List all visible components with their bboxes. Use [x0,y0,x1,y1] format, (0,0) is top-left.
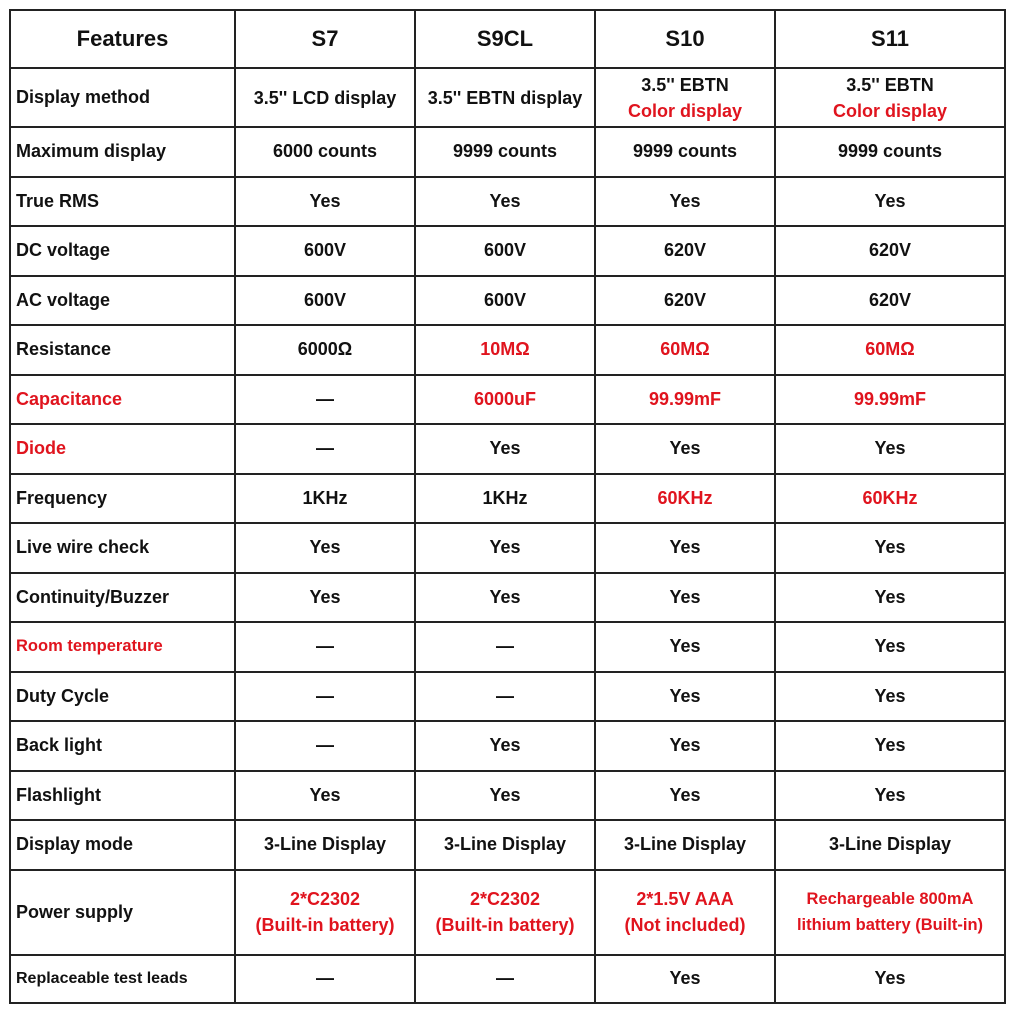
feature-label: Replaceable test leads [10,955,235,1003]
cell-s7: 600V [235,226,415,276]
cell-s7: 2*C2302 (Built-in battery) [235,870,415,955]
cell-s10: Yes [595,721,775,771]
table-row [10,870,1005,955]
feature-label: Flashlight [10,771,235,821]
feature-label: True RMS [10,177,235,227]
cell-s9cl: 2*C2302 (Built-in battery) [415,870,595,955]
cell-s7: Yes [235,771,415,821]
cell-s10: 99.99mF [595,375,775,425]
cell-s11: 620V [775,226,1005,276]
cell-s11: Rechargeable 800mA lithium battery (Built-in) [775,870,1005,955]
table-row [10,955,1005,1003]
cell-s11: Yes [775,955,1005,1003]
cell-s7: Yes [235,573,415,623]
cell-s10: 620V [595,276,775,326]
table-row [10,226,1005,276]
cell-s7: Yes [235,177,415,227]
cell-s11: 3.5'' EBTN Color display [775,68,1005,127]
cell-s9cl: — [415,622,595,672]
header-row [10,10,1005,68]
cell-s9cl: Yes [415,721,595,771]
feature-label: Frequency [10,474,235,524]
cell-s7: — [235,672,415,722]
feature-label: Back light [10,721,235,771]
table-row [10,375,1005,425]
table-row [10,820,1005,870]
cell-s10: Yes [595,424,775,474]
cell-s7: — [235,955,415,1003]
cell-s10: 2*1.5V AAA (Not included) [595,870,775,955]
cell-s10: Yes [595,573,775,623]
feature-label: Room temperature [10,622,235,672]
cell-s9cl: Yes [415,424,595,474]
cell-s9cl: 10MΩ [415,325,595,375]
cell-s9cl: Yes [415,573,595,623]
cell-s10: 9999 counts [595,127,775,177]
table-row [10,474,1005,524]
cell-s10: Yes [595,771,775,821]
cell-s11: Yes [775,721,1005,771]
comparison-table [9,9,1006,1004]
cell-s11: 99.99mF [775,375,1005,425]
cell-s9cl: 9999 counts [415,127,595,177]
cell-s7: Yes [235,523,415,573]
cell-s11: 3-Line Display [775,820,1005,870]
header-s9cl: S9CL [415,10,595,68]
cell-s11: Yes [775,573,1005,623]
cell-s10: Yes [595,672,775,722]
feature-label: Resistance [10,325,235,375]
cell-s9cl: 600V [415,226,595,276]
feature-label: Diode [10,424,235,474]
table-row [10,721,1005,771]
cell-s9cl: 3-Line Display [415,820,595,870]
cell-s11: 60MΩ [775,325,1005,375]
cell-s11: 9999 counts [775,127,1005,177]
cell-s7: — [235,622,415,672]
table-row [10,325,1005,375]
table-row [10,127,1005,177]
cell-s11: 620V [775,276,1005,326]
cell-s9cl: Yes [415,177,595,227]
table-row [10,276,1005,326]
cell-s9cl: 600V [415,276,595,326]
feature-label: Display method [10,68,235,127]
header-s11: S11 [775,10,1005,68]
cell-s11: Yes [775,672,1005,722]
cell-s9cl: Yes [415,523,595,573]
header-s7: S7 [235,10,415,68]
cell-s10: 3-Line Display [595,820,775,870]
cell-s7: 3.5'' LCD display [235,68,415,127]
feature-label: Maximum display [10,127,235,177]
cell-s7: 6000 counts [235,127,415,177]
cell-s10: Yes [595,177,775,227]
cell-s11: Yes [775,771,1005,821]
cell-s10: Yes [595,523,775,573]
cell-s11: Yes [775,622,1005,672]
cell-s11: Yes [775,523,1005,573]
table-row [10,177,1005,227]
cell-s7: — [235,375,415,425]
cell-s11: Yes [775,424,1005,474]
cell-s9cl: 3.5'' EBTN display [415,68,595,127]
cell-s9cl: 1KHz [415,474,595,524]
cell-s9cl: 6000uF [415,375,595,425]
cell-s7: — [235,721,415,771]
cell-s7: 6000Ω [235,325,415,375]
header-features: Features [10,10,235,68]
feature-label: AC voltage [10,276,235,326]
table-row [10,672,1005,722]
table-row [10,68,1005,127]
cell-s10: Yes [595,955,775,1003]
cell-s9cl: Yes [415,771,595,821]
cell-s9cl: — [415,672,595,722]
feature-label: Continuity/Buzzer [10,573,235,623]
table-row [10,622,1005,672]
cell-s10: 620V [595,226,775,276]
feature-label: DC voltage [10,226,235,276]
cell-s7: — [235,424,415,474]
cell-s7: 600V [235,276,415,326]
table-row [10,424,1005,474]
cell-s10: 60KHz [595,474,775,524]
cell-s7: 3-Line Display [235,820,415,870]
cell-s11: 60KHz [775,474,1005,524]
cell-s10: Yes [595,622,775,672]
cell-s11: Yes [775,177,1005,227]
table-row [10,523,1005,573]
feature-label: Power supply [10,870,235,955]
cell-s7: 1KHz [235,474,415,524]
feature-label: Capacitance [10,375,235,425]
feature-label: Live wire check [10,523,235,573]
feature-label: Duty Cycle [10,672,235,722]
header-s10: S10 [595,10,775,68]
table-row [10,771,1005,821]
table-row [10,573,1005,623]
cell-s10: 60MΩ [595,325,775,375]
cell-s9cl: — [415,955,595,1003]
feature-label: Display mode [10,820,235,870]
cell-s10: 3.5'' EBTN Color display [595,68,775,127]
